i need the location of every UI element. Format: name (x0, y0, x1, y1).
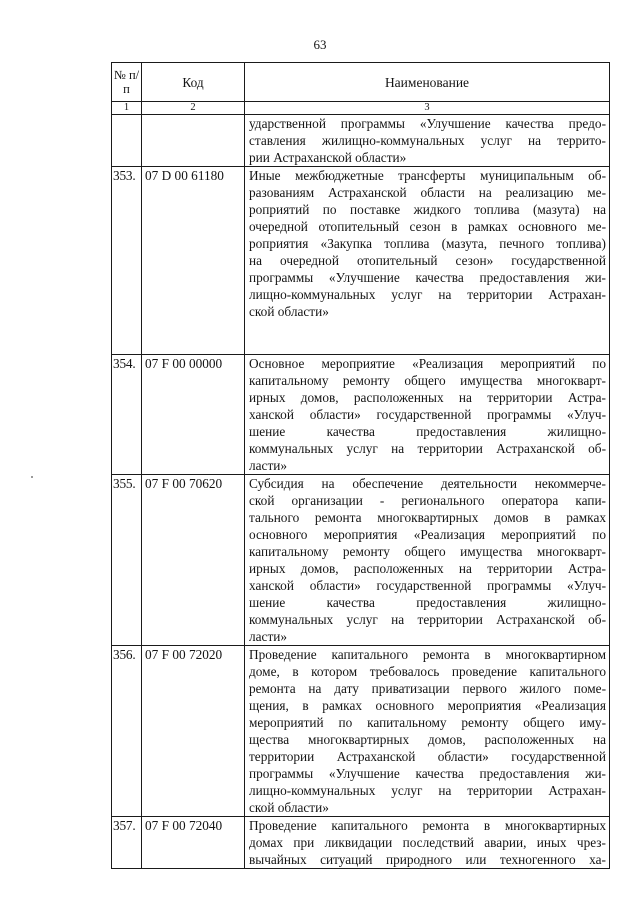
name-line: капитальному ремонту общего имущества многокварт- (249, 373, 606, 388)
name-line: ремонта на дату приватизации первого жилого поме- (249, 681, 606, 696)
name-line: ставления жилищно-коммунальных услуг на террито- (249, 133, 606, 148)
table-row (112, 355, 610, 475)
row-name (245, 167, 610, 355)
name-line: ханской области» государственной программы «Улуч- (249, 407, 606, 422)
row-number (112, 115, 142, 167)
name-line: ской области» (249, 800, 329, 815)
name-line: коммунальных услуг на территории Астраханской об- (249, 441, 606, 456)
name-line: шение качества предоставления жилищно- (249, 424, 606, 439)
row-code: 07 F 00 72020 (142, 646, 245, 817)
page-number: 63 (313, 37, 327, 52)
table-row (112, 167, 610, 355)
name-line: лищно-коммунальных услуг на территории Астрахан- (249, 287, 606, 302)
name-line: шение качества предоставления жилищно- (249, 595, 606, 610)
name-line: ударственной программы «Улучшение качества предо- (249, 116, 606, 131)
table-header-row (112, 63, 610, 102)
row-name (245, 817, 610, 869)
name-line: щества многоквартирных домов, расположенных на (249, 732, 606, 747)
row-number: 353. (112, 167, 142, 355)
name-line: Субсидия на обеспечение деятельности некоммерче- (249, 476, 606, 491)
scan-speck (31, 476, 33, 478)
name-line: рии Астраханской области» (249, 150, 407, 165)
table-row (112, 475, 610, 646)
name-line: на очередной отопительный сезон» государственной (249, 253, 606, 268)
name-line: роприятий по поставке жидкого топлива (мазута) на (249, 202, 606, 217)
row-number: 355. (112, 475, 142, 646)
name-line: разованиям Астраханской области на реализацию ме- (249, 185, 606, 200)
name-line: ской организации - регионального оператора капи- (249, 493, 606, 508)
row-number: 357. (112, 817, 142, 869)
row-code: 07 F 00 70620 (142, 475, 245, 646)
name-line: Основное мероприятие «Реализация мероприятий по (249, 356, 606, 371)
name-line: ской области» (249, 304, 329, 319)
row-code: 07 D 00 61180 (142, 167, 245, 355)
name-line: Иные межбюджетные трансферты муниципальным об- (249, 168, 606, 183)
name-line: ханской области» государственной программы «Улуч- (249, 578, 606, 593)
name-line: Проведение капитального ремонта в многоквартирном (249, 647, 606, 662)
column-index-2: 2 (142, 102, 245, 115)
row-code: 07 F 00 72040 (142, 817, 245, 869)
header-name: Наименование (245, 63, 610, 102)
header-code: Код (142, 63, 245, 102)
row-name (245, 355, 610, 475)
name-line: коммунальных услуг на территории Астраханской об- (249, 612, 606, 627)
name-line: ирных домов, расположенных на территории Астра- (249, 390, 606, 405)
name-line: домах при ликвидации последствий аварии, иных чрез- (249, 835, 606, 850)
table-row-continuation (112, 115, 610, 167)
row-code (142, 115, 245, 167)
name-line: вычайных ситуаций природного или техногенного ха- (249, 852, 606, 867)
row-code: 07 F 00 00000 (142, 355, 245, 475)
name-line: Проведение капитального ремонта в многоквартирных (249, 818, 606, 833)
table-row (112, 817, 610, 869)
name-line: ласти» (249, 458, 288, 473)
name-line: роприятия «Закупка топлива (мазута, печного топлива) (249, 236, 606, 251)
name-line: мероприятий по капитальному ремонту общего иму- (249, 715, 606, 730)
name-line: ирных домов, расположенных на территории Астра- (249, 561, 606, 576)
row-name (245, 115, 610, 167)
codes-table (111, 62, 610, 869)
name-line: лищно-коммунальных услуг на территории Астрахан- (249, 783, 606, 798)
row-number: 356. (112, 646, 142, 817)
name-line: территории Астраханской области» государственной (249, 749, 606, 764)
name-line: щения, в рамках основного мероприятия «Реализация (249, 698, 606, 713)
column-index-1: 1 (112, 102, 142, 115)
column-index-3: 3 (245, 102, 610, 115)
name-line: очередной отопительный сезон в рамках основного ме- (249, 219, 606, 234)
header-number: № п/п (112, 63, 142, 102)
name-line: программы «Улучшение качества предоставления жи- (249, 270, 606, 285)
name-line: программы «Улучшение качества предоставления жи- (249, 766, 606, 781)
name-line: основного мероприятия «Реализация мероприятий по (249, 527, 606, 542)
name-line: доме, в котором требовалось проведение капитального (249, 664, 606, 679)
name-line: капитальному ремонту общего имущества многокварт- (249, 544, 606, 559)
table-row (112, 646, 610, 817)
name-line: тального ремонта многоквартирных домов в рамках (249, 510, 606, 525)
row-number: 354. (112, 355, 142, 475)
row-name (245, 646, 610, 817)
name-line: ласти» (249, 629, 288, 644)
row-name (245, 475, 610, 646)
column-index-row (112, 102, 610, 115)
